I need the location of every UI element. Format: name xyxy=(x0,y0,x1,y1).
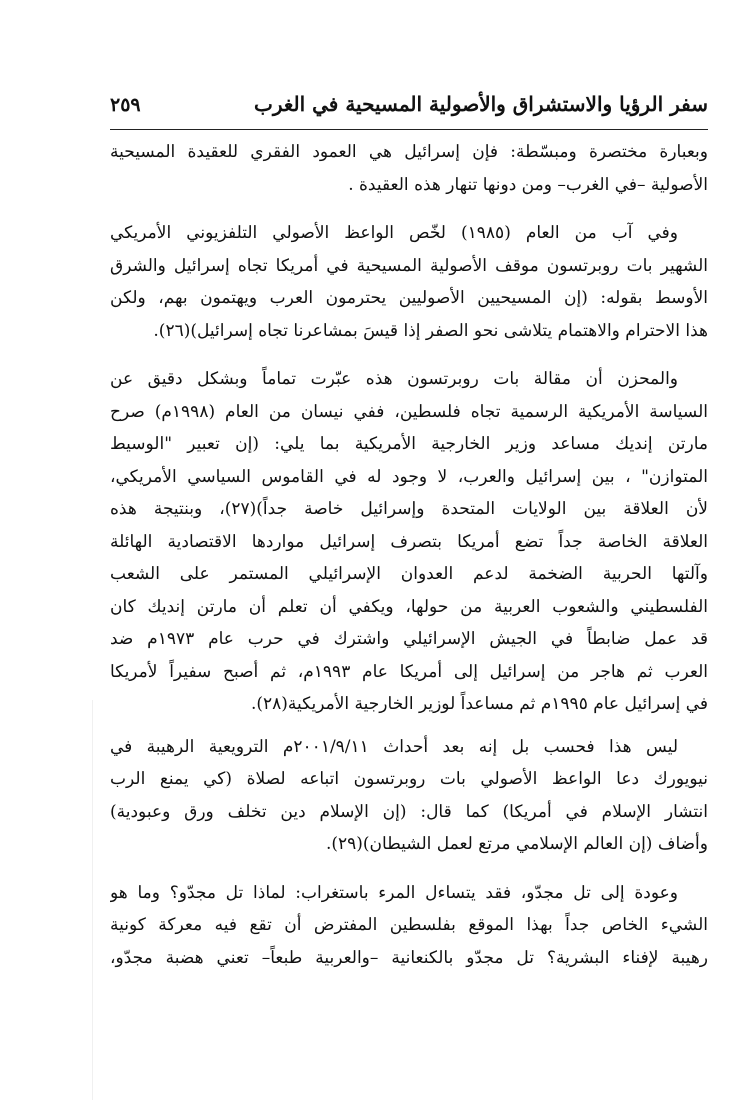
text-line: وآلتها الحربية الضخمة لدعم العدوان الإسرائيلي المستمر على الشعب xyxy=(110,564,708,584)
text-line: الأصولية –في الغرب– ومن دونها تنهار هذه العقيدة . xyxy=(348,174,708,195)
page-number: ٢٥٩ xyxy=(110,94,141,116)
paragraph-2 xyxy=(110,217,708,347)
text-line: انتشار الإسلام في أمريكا) كما قال: (إن الإسلام دين تخلف ورق وعبودية) xyxy=(110,801,708,822)
header-title: سفر الرؤيا والاستشراق والأصولية المسيحية في الغرب xyxy=(254,92,708,116)
text-line: هذا الاحترام والاهتمام يتلاشى نحو الصفر إذا قيسَ بمشاعرنا تجاه إسرائيل)(٢٦). xyxy=(153,320,708,341)
text-line: الأوسط بقوله: (إن المسيحيين الأصوليين يحترمون العرب ويهتمون بهم، ولكن xyxy=(110,288,708,308)
text-line: قد عمل ضابطاً في الجيش الإسرائيلي واشترك في حرب عام ١٩٧٣م ضد xyxy=(110,629,708,649)
text-line: العلاقة الخاصة جداً تضع أمريكا بتصرف إسرائيل مواردها الاقتصادية الهائلة xyxy=(110,531,708,552)
running-header xyxy=(110,86,708,126)
text-line: وبعبارة مختصرة ومبسّطة: فإن إسرائيل هي العمود الفقري للعقيدة المسيحية xyxy=(110,142,708,162)
text-line: الشيء الخاص جداً بهذا الموقع بفلسطين المفترض أن تقع فيه معركة كونية xyxy=(110,915,708,935)
text-line: المتوازن" ، بين إسرائيل والعرب، لا وجود له في القاموس السياسي الأمريكي، xyxy=(110,466,708,487)
paragraph-1 xyxy=(110,136,708,201)
body-text xyxy=(110,136,708,974)
text-line: في إسرائيل عام ١٩٩٥م ثم مساعداً لوزير الخارجية الأمريكية(٢٨). xyxy=(250,694,708,714)
text-line: السياسة الأمريكية الرسمية تجاه فلسطين، ففي نيسان من العام (١٩٩٨م) صرح xyxy=(110,401,708,422)
paragraph-5 xyxy=(110,877,708,975)
paragraph-3 xyxy=(110,363,708,721)
page-edge-shadow xyxy=(92,700,93,1100)
text-line: وفي آب من العام (١٩٨٥) لخّص الواعظ الأصولي التلفزيوني الأمريكي xyxy=(110,223,678,243)
text-line: مارتن إنديك مساعد وزير الخارجية الأمريكية بما يلي: (إن تعبير "الوسيط xyxy=(110,434,708,454)
text-line: العرب ثم هاجر من إسرائيل إلى أمريكا عام ١٩٩٣م، ثم أصبح سفيراً لأمريكا xyxy=(110,661,708,682)
text-line: لأن العلاقة بين الولايات المتحدة وإسرائيل خاصة جداً)(٢٧)، وبنتيجة هذه xyxy=(110,499,708,519)
text-line: وأضاف (إن العالم الإسلامي مرتع لعمل الشيطان)(٢٩). xyxy=(325,834,708,854)
text-line: والمحزن أن مقالة بات روبرتسون هذه عبّرت تماماً وبشكل دقيق عن xyxy=(110,369,678,389)
paragraph-4 xyxy=(110,731,708,861)
text-line: نيويورك دعا الواعظ الأصولي بات روبرتسون اتباعه لصلاة (كي يمنع الرب xyxy=(110,769,708,789)
text-line: الفلسطيني والشعوب العربية من حولها، ويكفي أن تعلم أن مارتن إنديك كان xyxy=(110,596,708,617)
text-line: رهيبة لإفناء البشرية؟ تل مجدّو بالكنعانية –والعربية طبعاً– تعني هضبة مجدّو، xyxy=(110,947,708,968)
text-line: الشهير بات روبرتسون موقف الأصولية المسيحية في أمريكا تجاه إسرائيل والشرق xyxy=(110,255,708,276)
header-divider xyxy=(110,129,708,130)
text-line: ليس هذا فحسب بل إنه بعد أحداث ٢٠٠١/٩/١١م الترويعية الرهيبة في xyxy=(110,736,679,757)
text-line: وعودة إلى تل مجدّو، فقد يتساءل المرء باستغراب: لماذا تل مجدّو؟ وما هو xyxy=(110,882,678,903)
